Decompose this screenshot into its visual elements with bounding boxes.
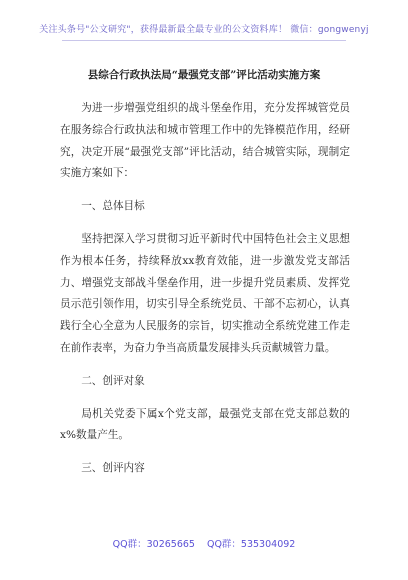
section-body-2: 局机关党委下属x个党支部，最强党支部在党支部总数的x%数量产生。 (60, 407, 350, 442)
section-heading-2: 二、创评对象 (81, 374, 145, 387)
section-body-1: 坚持把深入学习贯彻习近平新时代中国特色社会主义思想作为根本任务，持续释放xx教育效能，进一步激发党支部活力、增强党支部战斗堡垒作用，进一步提升党员素质、发挥党员示范引领作用，切实引导全系统党员、干部不忘初心，认真践行全心全意为人民服务的宗旨，切实推动全系统党建工作走在前作表率，为奋力争当高质量发展排头兵贡献城管力量。 (60, 232, 350, 354)
footer-qq-1: QQ群：30265665 (112, 539, 195, 550)
footer-qq-2: QQ群：535304092 (206, 539, 296, 550)
header-divider (62, 40, 346, 41)
footer-contact (0, 536, 408, 550)
document-title: 县综合行政执法局“最强党支部”评比活动实施方案 (87, 69, 321, 81)
header-notice: 关注头条号"公文研究"，获得最新最全最专业的公文资料库！ 微信：gongwenyj (39, 25, 369, 35)
section-heading-1: 一、总体目标 (81, 200, 145, 213)
section-heading-3: 三、创评内容 (81, 462, 145, 475)
document-body (60, 98, 350, 480)
intro-paragraph: 为进一步增强党组织的战斗堡垒作用，充分发挥城管党员在服务综合行政执法和城市管理工作中的先锋模范作用，经研究，决定开展“最强党支部”评比活动，结合城管实际，现制定实施方案如下： (60, 102, 350, 180)
